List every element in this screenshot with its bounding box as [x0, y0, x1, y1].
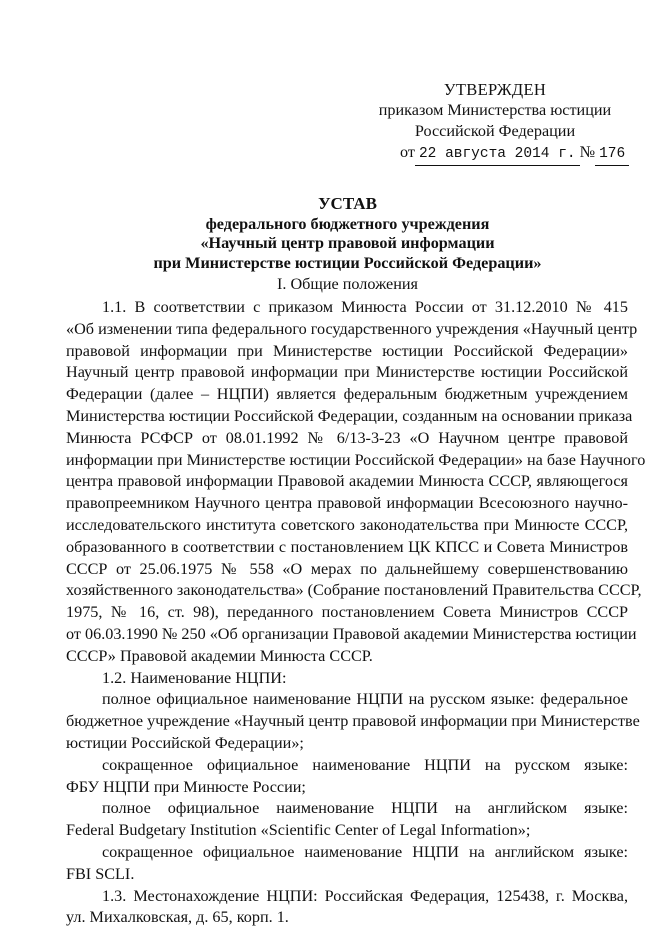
- text-line: от 06.03.1990 № 250 «Об организации Правовой академии Министерства юстиции: [66, 624, 637, 643]
- text-line: исследовательского института советского законодательства при Минюсте СССР,: [66, 515, 628, 534]
- title-line-2: федерального бюджетного учреждения: [205, 214, 490, 233]
- text-line: «Об изменении типа федерального государственного учреждения «Научный центр: [66, 319, 638, 338]
- text-line: СССР» Правовой академии Минюста СССР.: [66, 646, 373, 665]
- text-line: информации при Министерстве юстиции Российской Федерации» на базе Научного: [66, 450, 645, 469]
- title-main: УСТАВ: [318, 194, 377, 213]
- from-label: от: [400, 143, 415, 161]
- text-line: ФБУ НЦПИ при Минюсте России;: [66, 777, 306, 796]
- text-line: сокращенное официальное наименование НЦПИ на русском языке:: [102, 755, 628, 774]
- text-line: 1.3. Местонахождение НЦПИ: Российская Федерация, 125438, г. Москва,: [102, 886, 628, 905]
- text-line: СССР от 25.06.1975 № 558 «О мерах по дальнейшему совершенствованию: [66, 559, 628, 578]
- text-line: сокращенное официальное наименование НЦПИ на английском языке:: [102, 842, 628, 861]
- text-line: 1.2. Наименование НЦПИ:: [102, 668, 287, 687]
- text-line: Federal Budgetary Institution «Scientific Center of Legal Information»;: [66, 821, 531, 840]
- approval-date: 22 августа 2014 г.: [415, 144, 580, 166]
- title-line-3: «Научный центр правовой информации: [200, 234, 495, 252]
- text-line: образованного в соответствии с постановлением ЦК КПСС и Совета Министров: [66, 537, 628, 556]
- text-line: Минюста РСФСР от 08.01.1992 № 6/13-3-23 «О Научном центре правовой: [66, 428, 628, 447]
- text-line: 1.1. В соответствии с приказом Минюста России от 31.12.2010 № 415: [102, 298, 628, 316]
- approval-stamp: [360, 79, 630, 166]
- text-line: юстиции Российской Федерации»;: [66, 733, 304, 752]
- text-line: Научный центр правовой информации при Министерстве юстиции Российской: [66, 363, 628, 382]
- title-line-4: при Министерстве юстиции Российской Федерации»: [153, 253, 542, 272]
- approval-ministry-line: Российской Федерации: [414, 122, 576, 140]
- document-body: [66, 297, 645, 929]
- text-line: полное официальное наименование НЦПИ на русском языке: федеральное: [102, 690, 628, 709]
- text-line: центра правовой информации Правовой академии Минюста СССР, являющегося: [66, 472, 628, 491]
- text-line: правовой информации при Министерстве юстиции Российской Федерации»: [66, 341, 628, 360]
- approval-date-line: [360, 142, 630, 166]
- text-line: полное официальное наименование НЦПИ на английском языке:: [102, 799, 628, 818]
- text-line: правопреемником Научного центра правовой информации Всесоюзного научно-: [66, 494, 628, 513]
- text-line: хозяйственного законодательства» (Собрание постановлений Правительства СССР,: [66, 581, 642, 600]
- approval-number: 176: [595, 144, 629, 166]
- text-line: Министерства юстиции Российской Федерации, созданным на основании приказа: [66, 406, 633, 425]
- number-label: №: [579, 143, 596, 161]
- section-heading: I. Общие положения: [276, 275, 418, 293]
- approval-order-line: приказом Министерства юстиции: [378, 101, 612, 119]
- text-line: FBI SCLI.: [66, 864, 135, 883]
- text-line: Федерации (далее – НЦПИ) является федеральным бюджетным учреждением: [66, 385, 628, 404]
- text-line: ул. Михалковская, д. 65, корп. 1.: [66, 908, 289, 927]
- approval-heading: УТВЕРЖДЕН: [443, 80, 547, 99]
- document-title: [60, 194, 635, 273]
- text-line: 1975, № 16, ст. 98), переданного постановлением Совета Министров СССР: [66, 603, 628, 622]
- text-line: бюджетное учреждение «Научный центр правовой информации при Министерстве: [66, 712, 640, 731]
